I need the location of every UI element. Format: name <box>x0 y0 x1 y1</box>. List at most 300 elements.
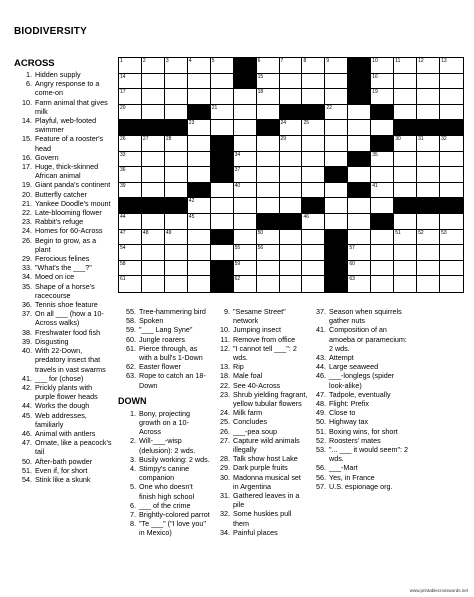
grid-cell[interactable] <box>257 276 280 292</box>
grid-block <box>440 120 463 136</box>
grid-cell[interactable] <box>165 214 188 230</box>
grid-cell[interactable] <box>234 214 257 230</box>
clue-text: Playful, web-footed swimmer <box>35 116 97 135</box>
grid-cell[interactable] <box>234 245 257 261</box>
grid-cell[interactable] <box>302 261 325 277</box>
grid-cell[interactable] <box>417 58 440 74</box>
grid-cell[interactable] <box>142 183 165 199</box>
grid-cell[interactable] <box>325 74 348 90</box>
grid-cell[interactable] <box>257 74 280 90</box>
grid-cell[interactable] <box>371 198 394 214</box>
clue-text: Dark purple fruits <box>233 463 288 473</box>
cell-number: 13 <box>441 58 447 64</box>
clue-number: 51. <box>22 465 32 475</box>
grid-cell[interactable] <box>325 105 348 121</box>
grid-cell[interactable] <box>234 183 257 199</box>
grid-block <box>348 58 371 74</box>
clue-number: 38. <box>22 327 32 337</box>
grid-block <box>211 136 234 152</box>
grid-cell[interactable] <box>348 136 371 152</box>
grid-cell[interactable] <box>302 230 325 246</box>
grid-cell[interactable] <box>394 152 417 168</box>
grid-cell[interactable] <box>188 74 211 90</box>
grid-cell[interactable] <box>302 89 325 105</box>
grid-cell[interactable] <box>417 214 440 230</box>
grid-cell[interactable] <box>165 245 188 261</box>
grid-cell[interactable] <box>142 136 165 152</box>
clue-number: 22. <box>220 380 230 390</box>
clue-number: 53. <box>316 445 326 455</box>
grid-cell[interactable] <box>119 136 142 152</box>
clue-item <box>118 455 210 464</box>
clue-number: 20. <box>22 189 32 199</box>
clue-item <box>14 272 112 281</box>
grid-cell[interactable] <box>417 245 440 261</box>
grid-cell[interactable] <box>302 120 325 136</box>
clue-item <box>14 475 112 484</box>
clue-item <box>308 427 408 436</box>
grid-cell[interactable] <box>280 183 303 199</box>
down-clues-column-4 <box>308 307 408 491</box>
grid-cell[interactable] <box>257 261 280 277</box>
clue-item <box>14 98 112 116</box>
grid-cell[interactable] <box>234 198 257 214</box>
grid-cell[interactable] <box>417 105 440 121</box>
grid-cell[interactable] <box>188 230 211 246</box>
grid-cell[interactable] <box>440 276 463 292</box>
cell-number: 21 <box>211 104 218 111</box>
grid-cell[interactable] <box>257 230 280 246</box>
grid-cell[interactable] <box>211 245 234 261</box>
grid-cell[interactable] <box>165 136 188 152</box>
grid-cell[interactable] <box>188 245 211 261</box>
grid-cell[interactable] <box>119 230 142 246</box>
clue-item <box>14 180 112 189</box>
grid-cell[interactable] <box>348 167 371 183</box>
grid-block <box>234 74 257 90</box>
clue-text: Tree-hammering bird <box>139 307 206 316</box>
grid-cell[interactable] <box>119 74 142 90</box>
clue-item <box>118 501 210 510</box>
grid-cell[interactable] <box>257 245 280 261</box>
clue-number: 30. <box>220 472 230 482</box>
grid-cell[interactable] <box>325 58 348 74</box>
grid-cell[interactable] <box>440 105 463 121</box>
grid-cell[interactable] <box>257 105 280 121</box>
grid-cell[interactable] <box>394 276 417 292</box>
cell-number: 28 <box>165 136 172 142</box>
clue-number: 60. <box>126 334 136 344</box>
grid-cell[interactable] <box>417 89 440 105</box>
clue-text: Busily working: 2 wds. <box>139 454 210 464</box>
grid-cell[interactable] <box>188 198 211 214</box>
grid-cell[interactable] <box>348 120 371 136</box>
grid-cell[interactable] <box>371 152 394 168</box>
clue-text: Rope to catch an 18-Down <box>139 371 206 390</box>
clue-item <box>212 473 308 491</box>
grid-cell[interactable] <box>234 261 257 277</box>
grid-cell[interactable] <box>394 105 417 121</box>
grid-cell[interactable] <box>394 261 417 277</box>
grid-cell[interactable] <box>302 167 325 183</box>
cell-number: 52 <box>418 229 424 236</box>
clue-text: Capture wild animals illegally <box>233 435 300 455</box>
cell-number: 46 <box>303 214 310 220</box>
grid-cell[interactable] <box>394 74 417 90</box>
grid-cell[interactable] <box>280 74 303 90</box>
grid-cell[interactable] <box>234 105 257 121</box>
grid-cell[interactable] <box>394 58 417 74</box>
grid-cell[interactable] <box>211 198 234 214</box>
grid-cell[interactable] <box>302 58 325 74</box>
clue-item <box>14 457 112 466</box>
grid-cell[interactable] <box>257 183 280 199</box>
clue-number: 62. <box>126 362 136 372</box>
grid-block <box>417 198 440 214</box>
grid-cell[interactable] <box>417 230 440 246</box>
grid-cell[interactable] <box>325 89 348 105</box>
grid-cell[interactable] <box>302 136 325 152</box>
cell-number: 10 <box>372 58 378 64</box>
grid-cell[interactable] <box>280 58 303 74</box>
grid-cell[interactable] <box>325 214 348 230</box>
grid-cell[interactable] <box>302 152 325 168</box>
grid-cell[interactable] <box>119 214 142 230</box>
grid-cell[interactable] <box>348 105 371 121</box>
cell-number: 55 <box>234 245 241 252</box>
clue-item <box>14 162 112 180</box>
grid-cell[interactable] <box>394 167 417 183</box>
grid-cell[interactable] <box>371 74 394 90</box>
grid-cell[interactable] <box>440 230 463 246</box>
grid-cell[interactable] <box>440 58 463 74</box>
grid-cell[interactable] <box>257 198 280 214</box>
clue-text: Prickly plants with purple flower heads <box>35 382 98 402</box>
grid-cell[interactable] <box>257 58 280 74</box>
grid-cell[interactable] <box>280 261 303 277</box>
clue-item <box>14 300 112 309</box>
grid-cell[interactable] <box>325 198 348 214</box>
grid-cell[interactable] <box>325 136 348 152</box>
grid-cell[interactable] <box>165 152 188 168</box>
grid-cell[interactable] <box>142 276 165 292</box>
cell-number: 6 <box>257 58 261 64</box>
clue-number: 5. <box>130 482 136 492</box>
clue-item <box>308 417 408 426</box>
grid-cell[interactable] <box>165 276 188 292</box>
grid-cell[interactable] <box>280 167 303 183</box>
clue-text: Ferocious felines <box>35 254 90 264</box>
clue-number: 43. <box>316 353 326 363</box>
grid-cell[interactable] <box>371 58 394 74</box>
clue-item <box>212 509 308 527</box>
grid-cell[interactable] <box>280 120 303 136</box>
grid-cell[interactable] <box>188 89 211 105</box>
clue-text: Some huskies pull them <box>233 509 292 528</box>
grid-cell[interactable] <box>280 152 303 168</box>
clue-text: Attempt <box>329 353 354 363</box>
grid-cell[interactable] <box>188 276 211 292</box>
clue-number: 36. <box>22 300 32 310</box>
grid-cell[interactable] <box>371 230 394 246</box>
grid-cell[interactable] <box>234 230 257 246</box>
clue-text: Hidden supply <box>35 70 81 79</box>
grid-cell[interactable] <box>257 167 280 183</box>
grid-cell[interactable] <box>394 136 417 152</box>
clues-column-2 <box>118 307 210 538</box>
grid-cell[interactable] <box>165 261 188 277</box>
grid-cell[interactable] <box>165 167 188 183</box>
clue-text: U.S. espionage org. <box>329 481 393 491</box>
grid-cell[interactable] <box>234 276 257 292</box>
grid-cell[interactable] <box>371 120 394 136</box>
grid-cell[interactable] <box>348 198 371 214</box>
grid-cell[interactable] <box>234 152 257 168</box>
grid-cell[interactable] <box>325 183 348 199</box>
clue-item <box>14 328 112 337</box>
grid-block <box>165 198 188 214</box>
grid-cell[interactable] <box>394 245 417 261</box>
clue-text: ___-Mart <box>329 463 358 473</box>
grid-cell[interactable] <box>142 58 165 74</box>
grid-cell[interactable] <box>188 167 211 183</box>
clue-item <box>212 381 308 390</box>
grid-cell[interactable] <box>417 261 440 277</box>
grid-cell[interactable] <box>302 183 325 199</box>
clue-number: 9. <box>224 307 230 316</box>
grid-cell[interactable] <box>371 245 394 261</box>
grid-cell[interactable] <box>440 261 463 277</box>
grid-cell[interactable] <box>119 261 142 277</box>
cell-number: 5 <box>211 58 215 64</box>
clue-number: 54. <box>22 474 32 484</box>
grid-cell[interactable] <box>280 89 303 105</box>
clue-text: After-bath powder <box>35 456 93 466</box>
clue-number: 11. <box>220 334 230 344</box>
cell-number: 31 <box>418 136 424 142</box>
grid-cell[interactable] <box>280 276 303 292</box>
cell-number: 54 <box>120 245 126 252</box>
grid-cell[interactable] <box>119 105 142 121</box>
cell-number: 16 <box>372 73 378 80</box>
grid-cell[interactable] <box>348 245 371 261</box>
grid-cell[interactable] <box>119 245 142 261</box>
clue-text: Freshwater food fish <box>35 327 101 337</box>
grid-cell[interactable] <box>394 214 417 230</box>
clue-number: 26. <box>22 235 32 245</box>
cell-number: 32 <box>441 136 447 142</box>
clue-item <box>14 282 112 300</box>
grid-cell[interactable] <box>211 58 234 74</box>
clue-text: Govern <box>35 152 59 162</box>
grid-cell[interactable] <box>188 58 211 74</box>
grid-cell[interactable] <box>440 183 463 199</box>
grid-cell[interactable] <box>188 261 211 277</box>
clue-text: Animal with antlers <box>35 428 96 438</box>
grid-cell[interactable] <box>234 167 257 183</box>
grid-cell[interactable] <box>348 230 371 246</box>
grid-cell[interactable] <box>440 136 463 152</box>
clue-text: "Te ___" ("I love you" in Mexico) <box>139 519 206 538</box>
grid-cell[interactable] <box>234 136 257 152</box>
grid-block <box>371 136 394 152</box>
grid-cell[interactable] <box>165 58 188 74</box>
clue-text: Angry response to a come-on <box>35 79 100 98</box>
grid-cell[interactable] <box>211 105 234 121</box>
cell-number: 24 <box>280 120 287 127</box>
grid-cell[interactable] <box>440 152 463 168</box>
clue-item <box>14 134 112 152</box>
grid-cell[interactable] <box>119 167 142 183</box>
clue-text: Rabbit's refuge <box>35 217 84 227</box>
grid-cell[interactable] <box>165 230 188 246</box>
cell-number: 19 <box>372 89 378 96</box>
grid-cell[interactable] <box>371 261 394 277</box>
clue-item <box>14 466 112 475</box>
grid-cell[interactable] <box>142 152 165 168</box>
grid-cell[interactable] <box>257 136 280 152</box>
cell-number: 20 <box>120 104 126 111</box>
clue-number: 4. <box>130 464 136 474</box>
grid-cell[interactable] <box>371 167 394 183</box>
grid-cell[interactable] <box>142 245 165 261</box>
clue-item <box>308 463 408 472</box>
grid-cell[interactable] <box>280 245 303 261</box>
grid-cell[interactable] <box>211 183 234 199</box>
grid-cell[interactable] <box>119 276 142 292</box>
clue-number: 47. <box>316 389 326 399</box>
clue-text: Tennis shoe feature <box>35 300 98 310</box>
clue-text: ___-longlegs (spider look-alike) <box>329 371 395 390</box>
grid-cell[interactable] <box>165 105 188 121</box>
clue-number: 32. <box>220 509 230 519</box>
grid-cell[interactable] <box>440 167 463 183</box>
grid-cell[interactable] <box>188 152 211 168</box>
grid-cell[interactable] <box>142 261 165 277</box>
clue-text: Brightly-colored parrot <box>139 510 210 520</box>
grid-cell[interactable] <box>280 198 303 214</box>
cell-number: 48 <box>142 229 149 236</box>
down-clues-column-2 <box>118 409 210 538</box>
clue-text: "Sesame Street" network <box>233 307 286 326</box>
clue-text: Disgusting <box>35 336 69 346</box>
clue-item <box>212 344 308 362</box>
grid-cell[interactable] <box>165 74 188 90</box>
clue-number: 28. <box>220 454 230 464</box>
grid-cell[interactable] <box>440 89 463 105</box>
grid-cell[interactable] <box>211 214 234 230</box>
grid-cell[interactable] <box>440 74 463 90</box>
grid-cell[interactable] <box>142 89 165 105</box>
grid-cell[interactable] <box>417 276 440 292</box>
grid-cell[interactable] <box>394 230 417 246</box>
grid-cell[interactable] <box>280 136 303 152</box>
clue-item <box>14 438 112 456</box>
clue-item <box>14 309 112 327</box>
grid-cell[interactable] <box>302 74 325 90</box>
grid-cell[interactable] <box>325 152 348 168</box>
grid-cell[interactable] <box>417 74 440 90</box>
grid-cell[interactable] <box>371 89 394 105</box>
clue-item <box>308 399 408 408</box>
grid-cell[interactable] <box>394 183 417 199</box>
grid-cell[interactable] <box>302 214 325 230</box>
grid-cell[interactable] <box>371 276 394 292</box>
grid-cell[interactable] <box>394 89 417 105</box>
grid-cell[interactable] <box>211 120 234 136</box>
grid-cell[interactable] <box>348 214 371 230</box>
clue-item <box>308 473 408 482</box>
grid-cell[interactable] <box>417 152 440 168</box>
grid-cell[interactable] <box>165 89 188 105</box>
clue-number: 29. <box>220 463 230 473</box>
clue-number: 41. <box>22 373 32 383</box>
grid-cell[interactable] <box>188 214 211 230</box>
grid-cell[interactable] <box>371 183 394 199</box>
grid-cell[interactable] <box>417 136 440 152</box>
grid-cell[interactable] <box>417 183 440 199</box>
grid-cell[interactable] <box>211 74 234 90</box>
grid-cell[interactable] <box>142 214 165 230</box>
clue-text: Talk show host Lake <box>233 454 298 464</box>
cell-number: 8 <box>303 58 307 64</box>
grid-cell[interactable] <box>119 183 142 199</box>
clue-text: "___ Lang Syne" <box>139 325 193 335</box>
grid-block <box>119 198 142 214</box>
grid-block <box>440 198 463 214</box>
clue-number: 18. <box>220 371 230 381</box>
clue-text: Jumping insect <box>233 325 281 335</box>
clue-text: With 22-Down, predatory insect that travels in vast swarms <box>35 346 106 374</box>
grid-cell[interactable] <box>188 120 211 136</box>
clue-item <box>118 510 210 519</box>
clue-item <box>14 217 112 226</box>
grid-cell[interactable] <box>257 152 280 168</box>
grid-cell[interactable] <box>280 230 303 246</box>
grid-cell[interactable] <box>142 105 165 121</box>
grid-cell[interactable] <box>417 167 440 183</box>
clue-text: Season when squirrels gather nuts <box>329 307 402 326</box>
grid-cell[interactable] <box>325 120 348 136</box>
grid-block <box>348 183 371 199</box>
clue-item <box>118 335 210 344</box>
clue-number: 61. <box>126 343 136 353</box>
grid-cell[interactable] <box>234 120 257 136</box>
grid-cell[interactable] <box>440 245 463 261</box>
grid-cell[interactable] <box>142 74 165 90</box>
clue-item <box>308 390 408 399</box>
grid-cell[interactable] <box>348 261 371 277</box>
grid-cell[interactable] <box>165 183 188 199</box>
grid-cell[interactable] <box>142 167 165 183</box>
clue-text: Rip <box>233 362 244 372</box>
grid-cell[interactable] <box>257 89 280 105</box>
grid-cell[interactable] <box>440 214 463 230</box>
grid-cell[interactable] <box>119 152 142 168</box>
grid-cell[interactable] <box>211 89 234 105</box>
grid-cell[interactable] <box>302 245 325 261</box>
grid-cell[interactable] <box>234 89 257 105</box>
cell-number: 23 <box>188 120 195 127</box>
grid-cell[interactable] <box>348 276 371 292</box>
clue-text: Madonna musical set in Argentina <box>233 472 301 491</box>
grid-cell[interactable] <box>302 276 325 292</box>
grid-cell[interactable] <box>119 89 142 105</box>
grid-cell[interactable] <box>188 136 211 152</box>
clue-item <box>14 346 112 374</box>
grid-cell[interactable] <box>119 58 142 74</box>
grid-cell[interactable] <box>142 230 165 246</box>
